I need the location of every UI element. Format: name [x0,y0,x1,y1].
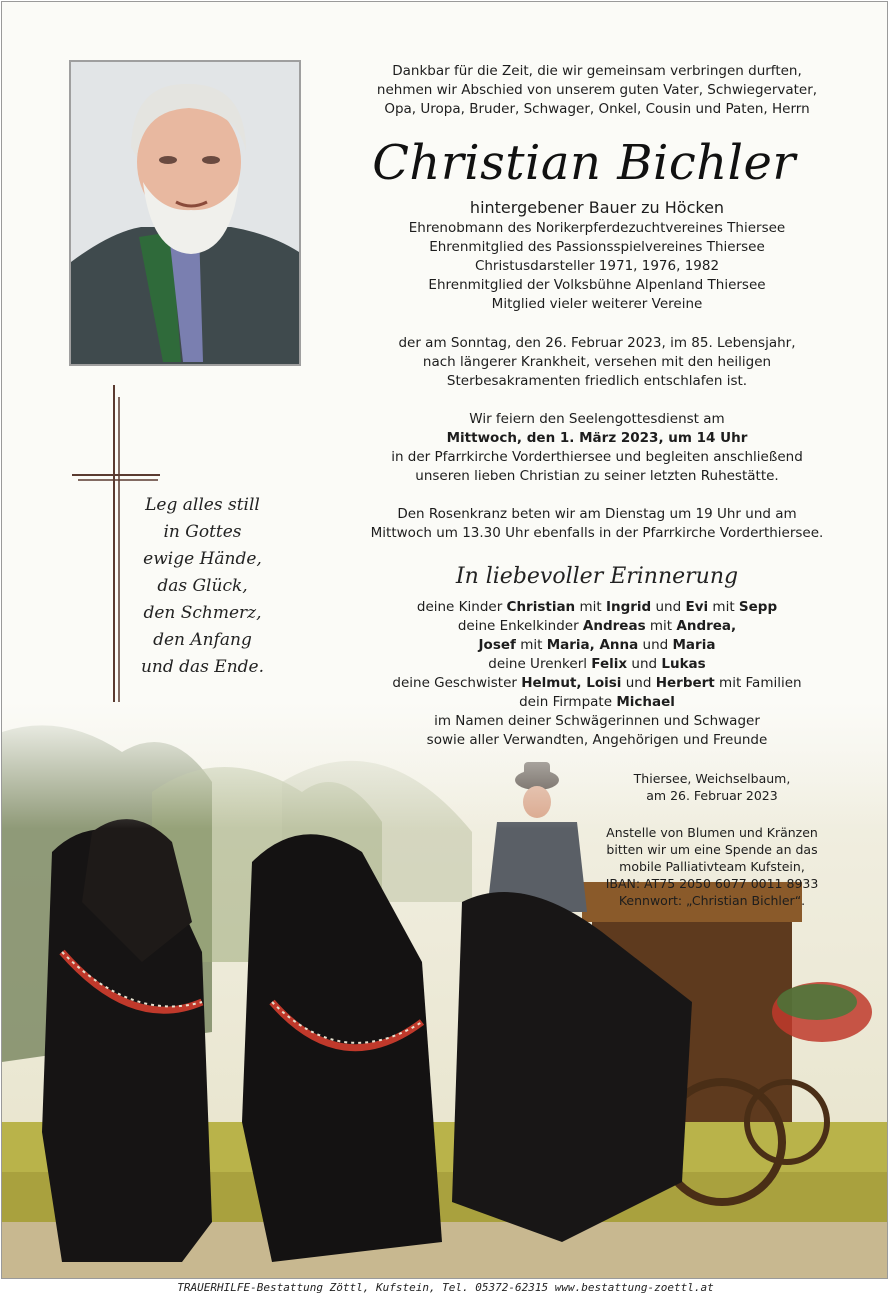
place-date [602,770,822,804]
donation-line: bitten wir um eine Spende an das [606,842,818,857]
family-line [362,617,832,636]
name-bold: Andreas [582,618,646,634]
name-bold: Maria [672,637,716,653]
family-line [362,674,832,693]
honors [362,197,832,314]
family-line: im Namen deiner Schwägerinnen und Schwager [434,713,760,729]
service-line: unseren lieben Christian zu seiner letzten Ruhestätte. [415,468,779,484]
donation-line: Kennwort: „Christian Bichler“. [618,893,806,908]
honor-line: Ehrenobmann des Norikerpferdezuchtvereines Thiersee [408,220,786,236]
intro-text [362,62,832,119]
intro-line: Dankbar für die Zeit, die wir gemeinsam verbringen durften, [392,63,802,79]
poem-line: das Glück, [157,576,248,596]
name-bold: Helmut, Loisi [521,675,622,691]
rosary-line: Den Rosenkranz beten wir am Dienstag um 19 Uhr und am [397,506,797,522]
family-line [362,693,832,712]
service-line: in der Pfarrkirche Vorderthiersee und begleiten anschließend [391,449,803,465]
obituary-card [1,1,888,1279]
text: mit [708,599,739,615]
name-bold: Lukas [661,656,706,672]
text: deine Urenkerl [488,656,592,672]
donation-line: mobile Palliativteam Kufstein, [619,859,805,874]
death-line: nach längerer Krankheit, versehen mit den heiligen [422,354,772,370]
name-bold: Sepp [738,599,778,615]
text: und [627,656,662,672]
text: mit [645,618,677,634]
name-bold: Josef [478,637,516,653]
footer-contact: TRAUERHILFE-Bestattung Zöttl, Kufstein, Tel. 05372-62315 www.bestattung-zoettl.at [177,1281,714,1294]
text: und [621,675,656,691]
name-bold: Evi [685,599,709,615]
death-notice [362,334,832,391]
text: deine Enkelkinder [457,618,583,634]
poem-line: ewige Hände, [143,549,262,569]
honor-line: Christusdarsteller 1971, 1976, 1982 [474,258,720,274]
subtitle: hintergebener Bauer zu Höcken [469,198,725,217]
honor-line: Ehrenmitglied der Volksbühne Alpenland Thiersee [428,277,766,293]
poem-line: den Anfang [153,630,252,650]
donation-notice [602,824,822,909]
family-list [362,598,832,750]
memorial-title: In liebevoller Erinnerung [455,564,739,589]
name-bold: Andrea, [676,618,737,634]
date-line: am 26. Februar 2023 [646,788,778,803]
text: und [638,637,673,653]
service-date: Mittwoch, den 1. März 2023, um 14 Uhr [446,430,748,446]
text: mit Familien [714,675,802,691]
text: deine Geschwister [392,675,522,691]
name-bold: Herbert [655,675,715,691]
name-bold: Felix [591,656,628,672]
donation-line: IBAN: AT75 2050 6077 0011 8933 [605,876,819,891]
honor-line: Ehrenmitglied des Passionsspielvereines Thiersee [429,239,765,255]
portrait-photo [69,60,301,366]
place-line: Thiersee, Weichselbaum, [633,771,791,786]
intro-line: Opa, Uropa, Bruder, Schwager, Onkel, Cousin und Paten, Herrn [384,101,810,117]
poem-line: Leg alles still [145,495,260,515]
text: dein Firmpate [519,694,617,710]
portrait-illustration [71,62,299,364]
name-bold: Maria, Anna [546,637,639,653]
family-line: sowie aller Verwandten, Angehörigen und Freunde [426,732,768,748]
family-line [362,655,832,674]
rosary-line: Mittwoch um 13.30 Uhr ebenfalls in der Pfarrkirche Vorderthiersee. [370,525,824,541]
poem-line: in Gottes [163,522,242,542]
death-line: der am Sonntag, den 26. Februar 2023, im 85. Lebensjahr, [398,335,796,351]
name-bold: Christian [506,599,576,615]
poem-line: und das Ende. [140,657,265,677]
family-line [362,598,832,617]
text: mit [515,637,547,653]
text: mit [575,599,606,615]
name-bold: Ingrid [605,599,652,615]
text: und [651,599,686,615]
name-bold: Michael [616,694,675,710]
text: deine Kinder [416,599,507,615]
service-notice [362,410,832,486]
intro-line: nehmen wir Abschied von unserem guten Vater, Schwiegervater, [376,82,818,98]
honor-line: Mitglied vieler weiterer Vereine [491,296,703,312]
family-line [362,636,832,655]
poem-line: den Schmerz, [143,603,262,623]
deceased-name: Christian Bichler [372,135,796,191]
service-line: Wir feiern den Seelengottesdienst am [469,411,725,427]
death-line: Sterbesakramenten friedlich entschlafen ist. [446,373,748,389]
donation-line: Anstelle von Blumen und Kränzen [606,825,818,840]
rosary-notice [362,505,832,543]
poem [120,492,285,681]
